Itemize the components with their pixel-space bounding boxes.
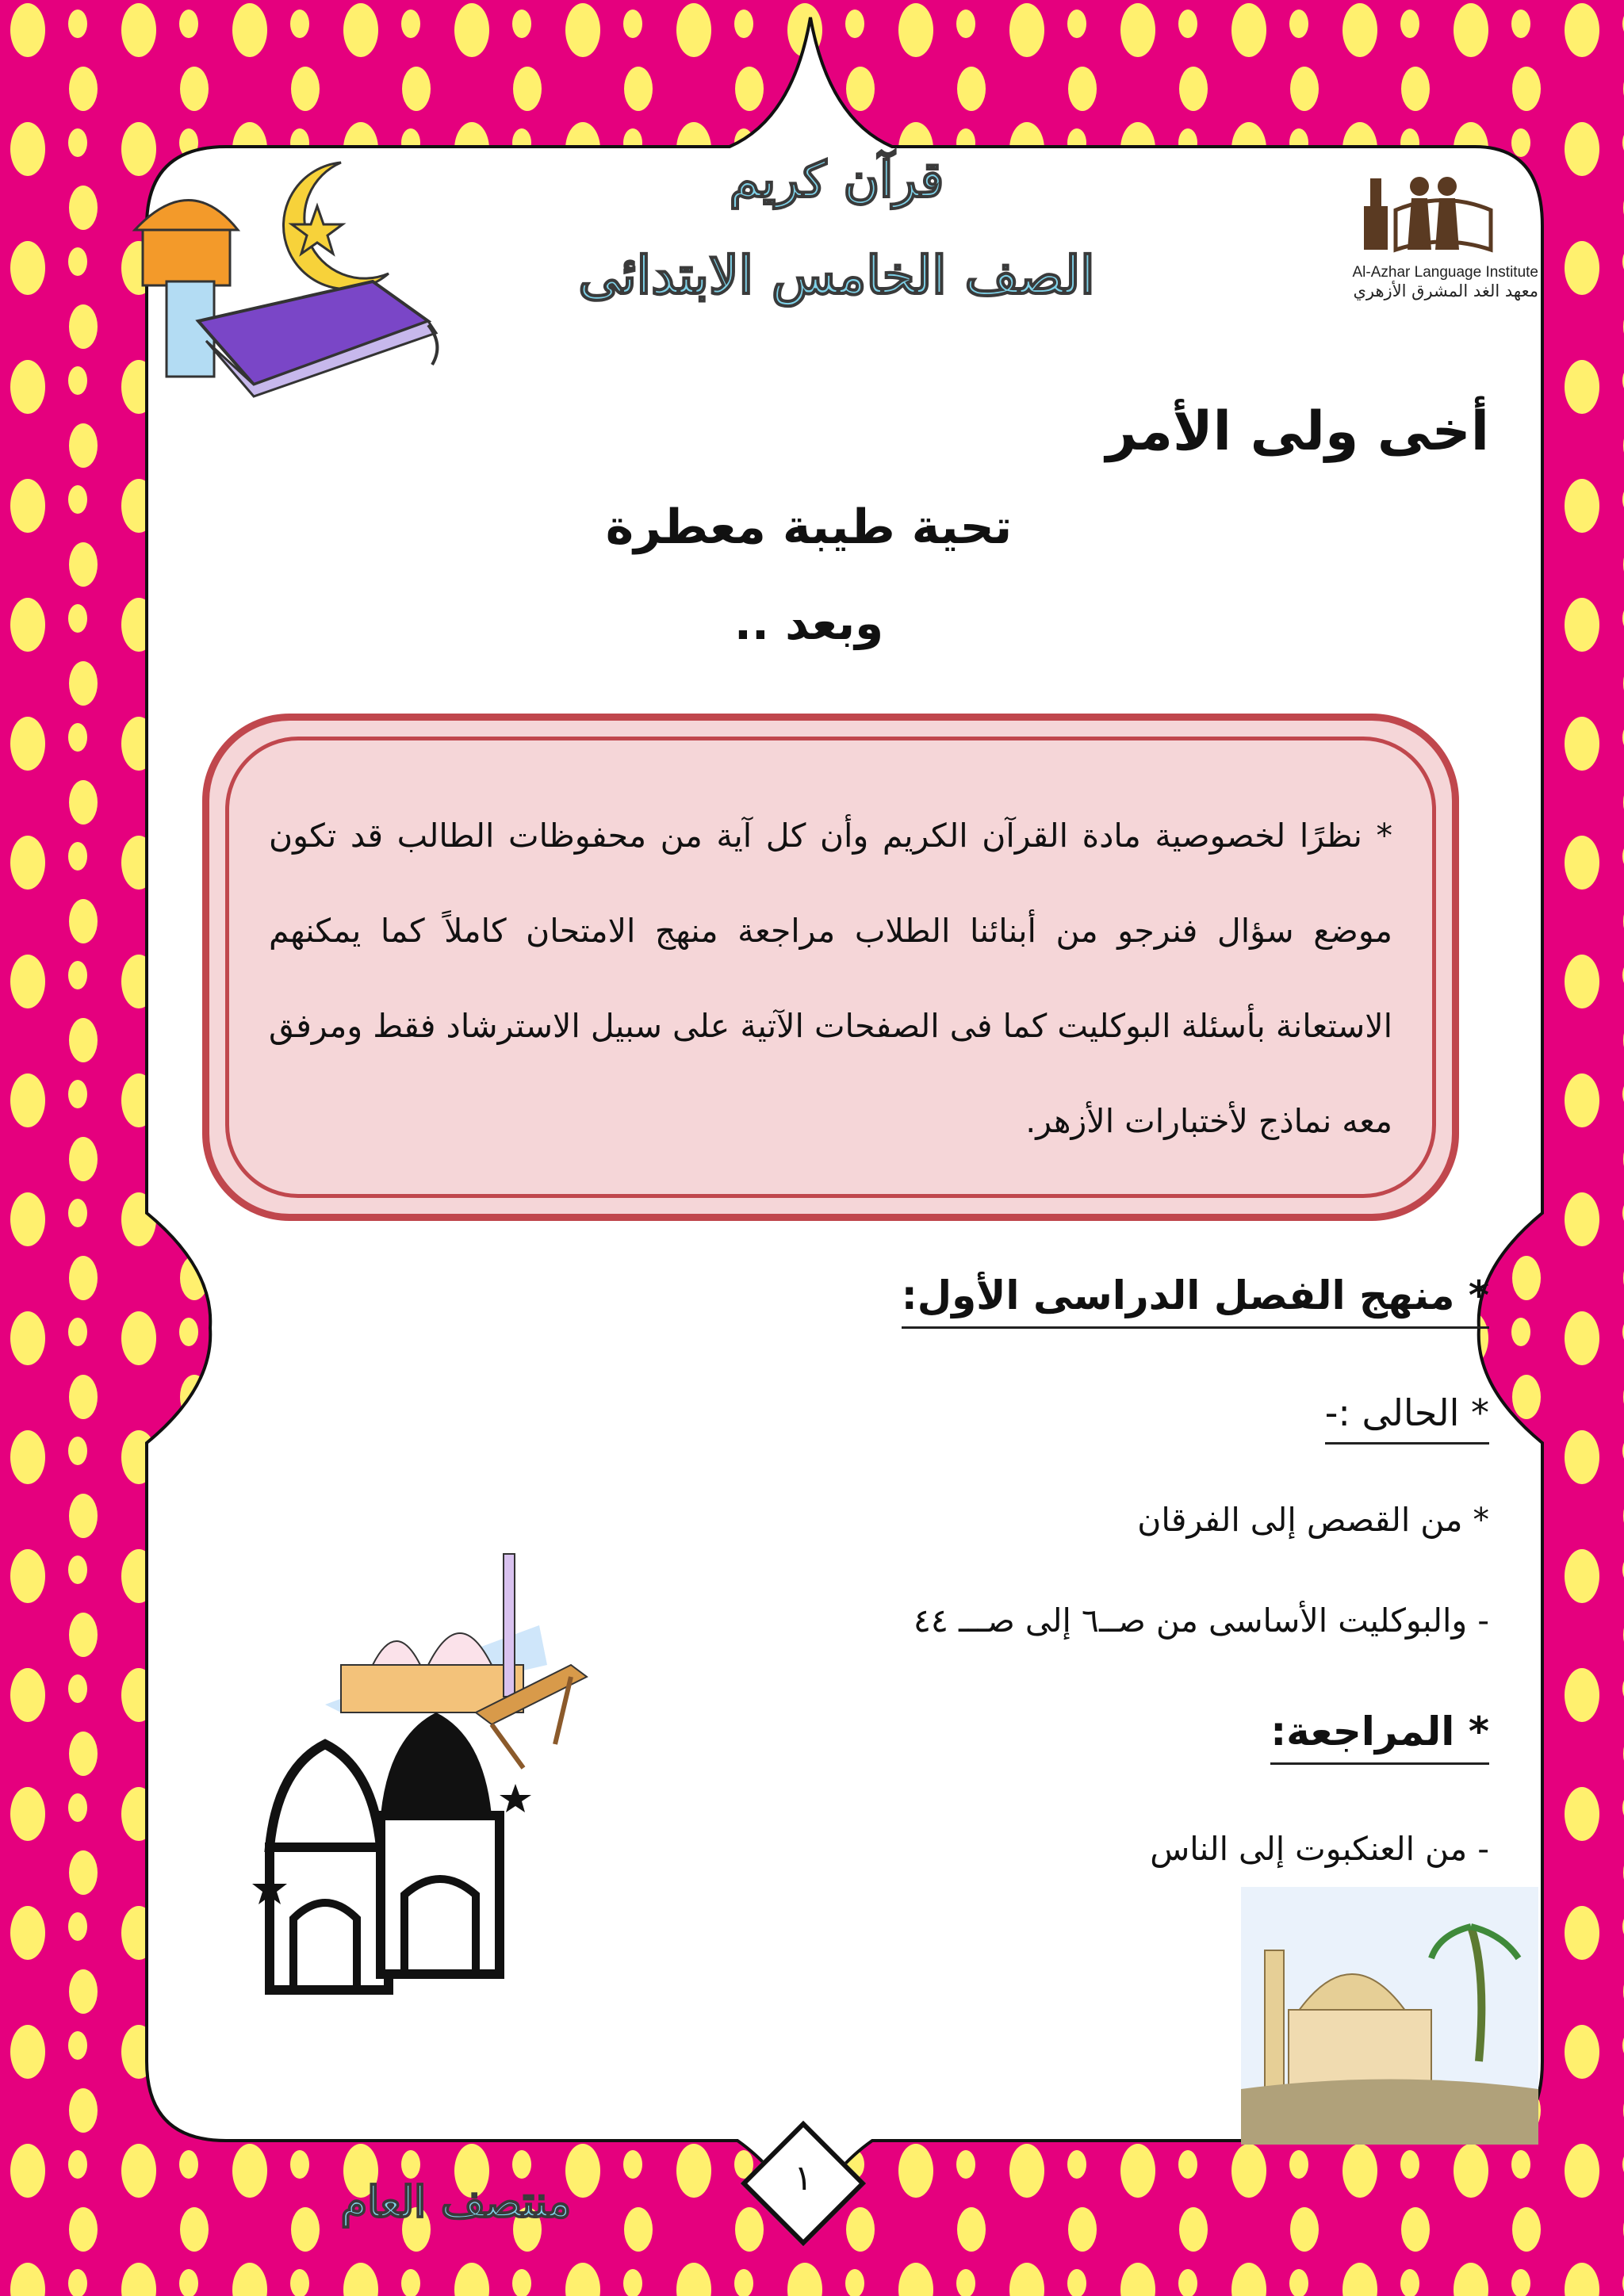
syllabus-heading: * منهج الفصل الدراسى الأول: xyxy=(902,1272,1489,1329)
syllabus-item-review: - من العنكبوت إلى الناس xyxy=(1150,1830,1489,1868)
institute-logo xyxy=(1285,163,1538,313)
mosque-clipart xyxy=(238,1506,809,2014)
logo-text-en: Al-Azhar Language Institute xyxy=(1352,264,1538,281)
notice-text: * نظرًا لخصوصية مادة القرآن الكريم وأن كل آية من محفوظات الطالب قد تكون موضع سؤال فنرجو من أبنائنا الطلاب مراجعة منهج الامتحان كاملاً كما يمكنهم الاستعانة بأسئلة البوكليت كما فى الصفحات الآتية على سبيل الاسترشاد فقط ومرفق معه نماذج لأختبارات الأزهر. xyxy=(269,817,1392,1140)
grade-title: الصف الخامس الابتدائى xyxy=(578,244,1095,306)
crescent-book-clipart xyxy=(119,155,460,416)
page-number: ١ xyxy=(794,2158,813,2198)
term-label: منتصف العام xyxy=(340,2176,572,2227)
salutation: أخى ولى الأمر xyxy=(1105,400,1489,463)
current-label: * الحالى :- xyxy=(1325,1391,1489,1445)
notice-box xyxy=(202,714,1459,1221)
after-line: وبعد .. xyxy=(733,596,884,650)
syllabus-item-booklet: - والبوكليت الأساسى من صــ٦ إلى صـــ ٤٤ xyxy=(913,1601,1489,1640)
review-label: * المراجعة: xyxy=(1270,1709,1489,1765)
mosque-scene-image xyxy=(1233,1879,1546,2152)
regards-line: تحية طيبة معطرة xyxy=(605,499,1013,555)
subject-title: قرآن كريم xyxy=(729,151,944,209)
logo-emblem-icon xyxy=(1285,163,1538,258)
syllabus-item-current: * من القصص إلى الفرقان xyxy=(1137,1501,1489,1539)
logo-text-ar: معهد الغد المشرق الأزهري xyxy=(1353,281,1538,300)
